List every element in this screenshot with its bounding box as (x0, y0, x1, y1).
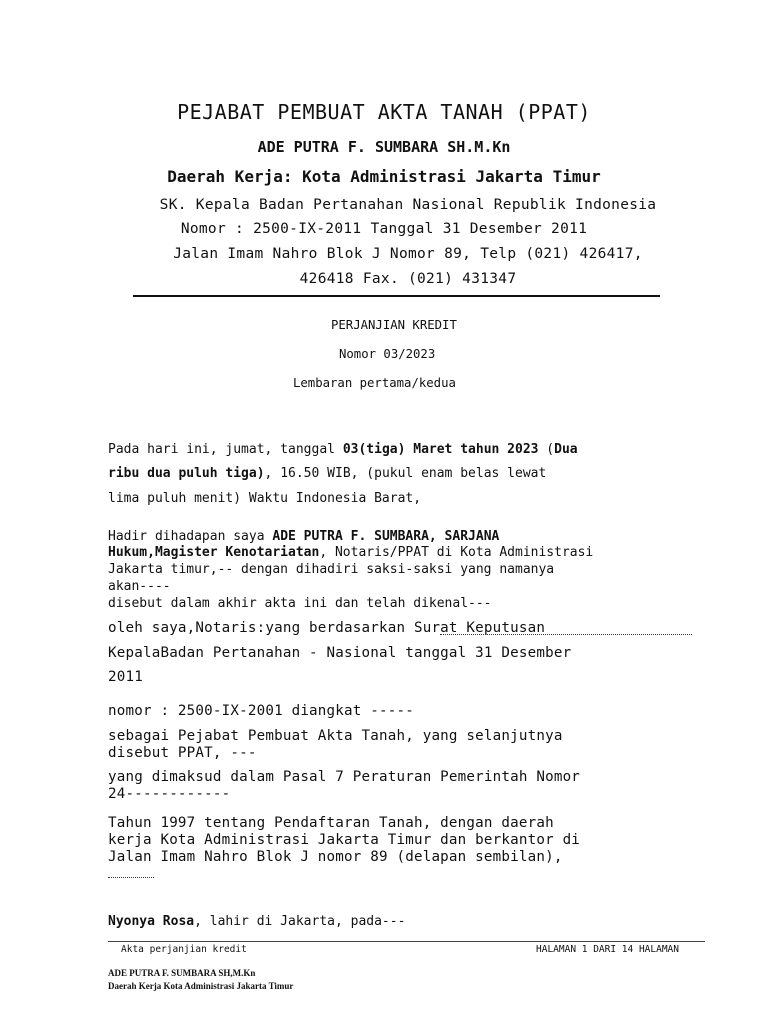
appearance-line-10: sebagai Pejabat Pembuat Akta Tanah, yang selanjutnya (108, 728, 563, 744)
notary-title-bold: Hukum,Magister Kenotariatan (108, 545, 320, 560)
date-bold: 03(tiga) Maret tahun 2023 (342, 442, 539, 457)
address-line-1: Jalan Imam Nahro Blok J Nomor 89, Telp (021) 426417, (173, 246, 643, 262)
party-line-1 (108, 914, 405, 929)
text-span: Pada hari ini, jumat, tanggal (108, 442, 343, 457)
notary-name-bold: ADE PUTRA F. SUMBARA, SARJANA (272, 529, 500, 544)
document-sheet: Lembaran pertama/kedua (293, 376, 456, 390)
appearance-line-6: oleh saya,Notaris:yang berdasarkan Surat Keputusan (108, 620, 546, 636)
appearance-line-2 (108, 545, 593, 560)
address-line-2: 426418 Fax. (021) 431347 (299, 271, 517, 287)
appearance-line-5: disebut dalam akhir akta ini dan telah dikenal--- (108, 596, 492, 611)
appearance-line-11: disebut PPAT, --- (108, 745, 257, 761)
text-span: , Notaris/PPAT di Kota Administrasi (319, 545, 594, 560)
appearance-line-1 (108, 529, 499, 544)
opening-line-2 (108, 466, 546, 481)
signature-region: Daerah Kerja Kota Administrasi Jakarta Timur (108, 981, 294, 991)
footer-divider (108, 941, 705, 942)
text-span: Hadir dihadapan saya (108, 529, 273, 544)
work-region: Daerah Kerja: Kota Administrasi Jakarta Timur (167, 167, 601, 186)
letterhead-divider (133, 295, 660, 297)
footer-doc-title: Akta perjanjian kredit (121, 944, 247, 955)
opening-line-1 (108, 442, 578, 457)
date-words-bold: Dua (554, 442, 578, 457)
appearance-line-3: Jakarta timur,-- dengan dihadiri saksi-saksi yang namanya (108, 562, 555, 577)
party-name-bold: Nyonya Rosa (108, 914, 195, 929)
notary-name: ADE PUTRA F. SUMBARA SH.M.Kn (257, 138, 511, 156)
dotted-fill (108, 877, 154, 878)
appearance-line-16: Jalan Imam Nahro Blok J nomor 89 (delapan sembilan), (108, 849, 563, 865)
appearance-line-14: Tahun 1997 tentang Pendaftaran Tanah, dengan daerah (108, 815, 554, 831)
date-words-bold: ribu dua puluh tiga) (108, 466, 265, 481)
document-number: Nomor 03/2023 (339, 347, 436, 361)
page-counter: HALAMAN 1 DARI 14 HALAMAN (536, 944, 679, 955)
appearance-line-9: nomor : 2500-IX-2001 diangkat ----- (108, 703, 414, 719)
text-span: ( (538, 442, 555, 457)
sk-number-line: Nomor : 2500-IX-2011 Tanggal 31 Desember 2011 (180, 221, 588, 237)
text-span: , lahir di Jakarta, pada--- (194, 914, 406, 929)
document-type: PERJANJIAN KREDIT (331, 318, 457, 332)
opening-line-3: lima puluh menit) Waktu Indonesia Barat, (108, 491, 422, 506)
appearance-line-8: 2011 (108, 669, 143, 685)
letterhead-title: PEJABAT PEMBUAT AKTA TANAH (PPAT) (177, 100, 591, 124)
dotted-fill (440, 634, 692, 635)
appearance-line-12: yang dimaksud dalam Pasal 7 Peraturan Pemerintah Nomor (108, 769, 581, 785)
appearance-line-13: 24------------ (108, 786, 231, 802)
appearance-line-4: akan---- (108, 579, 171, 594)
appearance-line-7: KepalaBadan Pertanahan - Nasional tanggal 31 Desember (108, 645, 572, 661)
sk-line: SK. Kepala Badan Pertanahan Nasional Republik Indonesia (159, 197, 657, 213)
appearance-line-15: kerja Kota Administrasi Jakarta Timur dan berkantor di (108, 832, 581, 848)
text-span: , 16.50 WIB, (pukul enam belas lewat (264, 466, 547, 481)
signature-name: ADE PUTRA F. SUMBARA SH,M.Kn (108, 968, 256, 978)
